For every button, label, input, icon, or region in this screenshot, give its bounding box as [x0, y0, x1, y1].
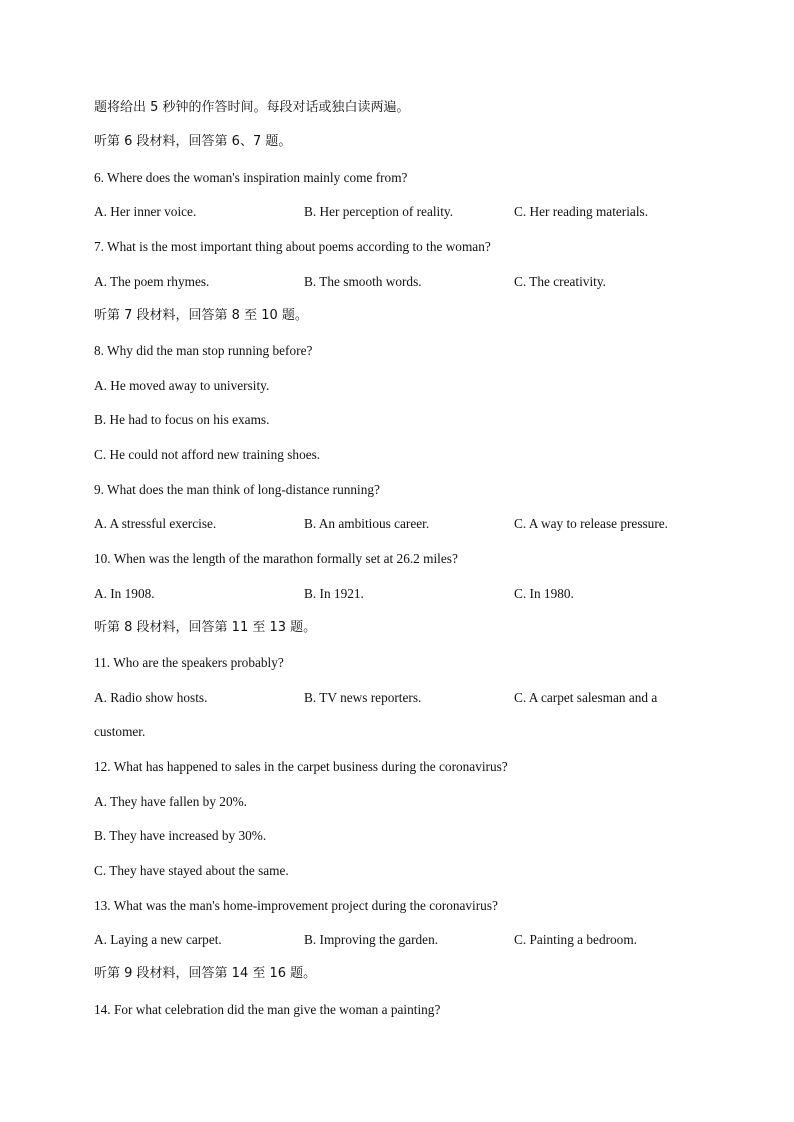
question-9-option-b: B. An ambitious career.: [304, 516, 430, 531]
question-12-option-b: B. They have increased by 30%.: [94, 828, 267, 843]
question-11-option-a: A. Radio show hosts.: [94, 690, 208, 705]
question-11-option-c-continuation: customer.: [94, 724, 146, 739]
question-10-stem: 10. When was the length of the marathon formally set at 26.2 miles?: [94, 551, 458, 566]
question-9-stem: 9. What does the man think of long-distance running?: [94, 482, 380, 497]
question-11-option-c: C. A carpet salesman and a: [514, 690, 658, 705]
intro-line: 题将给出 5 秒钟的作答时间。每段对话或独白读两遍。: [94, 100, 410, 115]
question-6-option-c: C. Her reading materials.: [514, 204, 649, 219]
question-7-option-b: B. The smooth words.: [304, 274, 422, 289]
section-6-heading: 听第 6 段材料，回答第 6、7 题。: [94, 134, 292, 149]
section-7-heading: 听第 7 段材料，回答第 8 至 10 题。: [94, 308, 308, 323]
question-6-stem: 6. Where does the woman's inspiration mainly come from?: [94, 170, 408, 185]
question-14-stem: 14. For what celebration did the man give the woman a painting?: [94, 1002, 441, 1017]
question-6-option-a: A. Her inner voice.: [94, 204, 197, 219]
question-10-option-a: A. In 1908.: [94, 586, 155, 601]
question-7-stem: 7. What is the most important thing about poems according to the woman?: [94, 239, 491, 254]
question-11-stem: 11. Who are the speakers probably?: [94, 655, 284, 670]
section-9-heading: 听第 9 段材料，回答第 14 至 16 题。: [94, 966, 317, 981]
question-9-option-a: A. A stressful exercise.: [94, 516, 217, 531]
question-13-stem: 13. What was the man's home-improvement project during the coronavirus?: [94, 898, 498, 913]
question-12-option-a: A. They have fallen by 20%.: [94, 794, 247, 809]
question-10-option-b: B. In 1921.: [304, 586, 364, 601]
question-10-option-c: C. In 1980.: [514, 586, 574, 601]
question-13-option-a: A. Laying a new carpet.: [94, 932, 222, 947]
question-7-option-c: C. The creativity.: [514, 274, 606, 289]
question-13-option-b: B. Improving the garden.: [304, 932, 439, 947]
question-6-option-b: B. Her perception of reality.: [304, 204, 454, 219]
question-12-stem: 12. What has happened to sales in the carpet business during the coronavirus?: [94, 759, 508, 774]
question-8-option-c: C. He could not afford new training shoes.: [94, 447, 321, 462]
question-12-option-c: C. They have stayed about the same.: [94, 863, 289, 878]
question-8-option-b: B. He had to focus on his exams.: [94, 412, 270, 427]
question-9-option-c: C. A way to release pressure.: [514, 516, 668, 531]
section-8-heading: 听第 8 段材料，回答第 11 至 13 题。: [94, 620, 317, 635]
question-8-option-a: A. He moved away to university.: [94, 378, 270, 393]
question-8-stem: 8. Why did the man stop running before?: [94, 343, 313, 358]
question-13-option-c: C. Painting a bedroom.: [514, 932, 637, 947]
question-11-option-b: B. TV news reporters.: [304, 690, 422, 705]
question-7-option-a: A. The poem rhymes.: [94, 274, 210, 289]
